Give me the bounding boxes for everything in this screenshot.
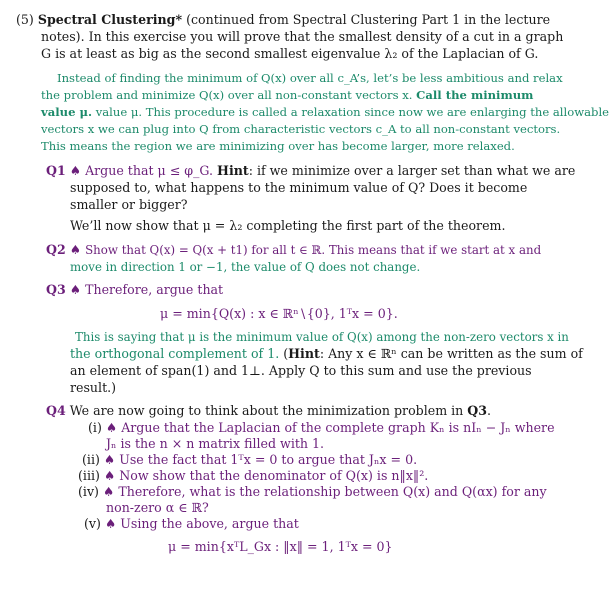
problem-intro-line-3: G is at least as big as the second smallest eigenvalue λ₂ of the Laplacian of G. — [41, 46, 539, 61]
q3-note-line-1: This is saying that μ is the minimum value of Q(x) among the non-zero vectors x in — [75, 330, 569, 344]
q3-equation: μ = min{Q(x) : x ∈ ℝⁿ∖{0}, 1ᵀx = 0}. — [160, 306, 398, 321]
relaxation-bold-2: value μ. — [41, 105, 93, 119]
q4-part-i: (i) ♠ Argue that the Laplacian of the complete graph Kₙ is nIₙ − Jₙ where — [88, 420, 555, 435]
q1-line-2: supposed to, what happens to the minimum value of Q? Does it become — [70, 180, 528, 195]
problem-number: (5) — [16, 12, 34, 27]
q4-part-iv-line-2: non-zero α ∈ ℝ? — [106, 500, 209, 515]
q3-line-1: Q3 ♠ Therefore, argue that — [46, 282, 224, 297]
problem-header — [16, 12, 550, 28]
q3-note-line-3: an element of span(1) and 1⊥. Apply Q to this sum and use the previous — [70, 363, 532, 378]
spade-icon: ♠ — [103, 468, 116, 483]
spade-icon: ♠ — [103, 452, 116, 467]
q1-followup: We’ll now show that μ = λ₂ completing the first part of the theorem. — [70, 218, 506, 233]
relaxation-line-5: This means the region we are minimizing over has become larger, more relaxed. — [41, 139, 515, 153]
spade-icon: ♠ — [69, 282, 82, 297]
relaxation-line-1: Instead of finding the minimum of Q(x) over all c_A’s, let’s be less ambitious and relax — [57, 71, 563, 85]
problem-intro-line-1: (continued from Spectral Clustering Part 1 in the lecture — [186, 12, 551, 27]
spade-icon: ♠ — [69, 163, 82, 178]
relaxation-line-2: the problem and minimize Q(x) over all non-constant vectors x. Call the minimum — [41, 88, 534, 102]
q2-line-2: move in direction 1 or −1, the value of Q does not change. — [70, 260, 421, 274]
q4-part-v: (v) ♠ Using the above, argue that — [84, 516, 299, 531]
q4-equation: μ = min{xᵀL_Gx : ‖x‖ = 1, 1ᵀx = 0} — [168, 539, 393, 554]
q2-line-1: Q2 ♠ Show that Q(x) = Q(x + t1) for all t ∈ ℝ. This means that if we start at x and — [46, 242, 542, 257]
q4-label: Q4 — [46, 403, 66, 418]
spade-icon: ♠ — [103, 484, 115, 499]
q4-part-iii: (iii) ♠ Now show that the denominator of Q(x) is n‖x‖². — [78, 468, 429, 483]
q3-note-line-4: result.) — [70, 380, 117, 395]
q3-hint-label: Hint — [288, 346, 320, 361]
relaxation-line-4: vectors x we can plug into Q from characteristic vectors c_A to all non-constant vectors. — [41, 122, 561, 136]
q4-part-iv: (iv) ♠ Therefore, what is the relationship between Q(x) and Q(αx) for any — [78, 484, 547, 499]
spade-icon: ♠ — [69, 242, 82, 257]
q1-label: Q1 — [46, 163, 66, 178]
q4-part-ii: (ii) ♠ Use the fact that 1ᵀx = 0 to argue that Jₙx = 0. — [82, 452, 418, 467]
relaxation-line-3: value μ. value μ. This procedure is called a relaxation since now we are enlarging the allowable — [41, 105, 609, 119]
spade-icon: ♠ — [105, 420, 118, 435]
q1-line-1: Q1 ♠ Argue that μ ≤ φ_G. Hint: if we minimize over a larger set than what we are — [46, 163, 576, 178]
problem-title: Spectral Clustering* — [37, 12, 183, 27]
spade-icon: ♠ — [104, 516, 117, 531]
problem-intro-line-2: notes). In this exercise you will prove that the smallest density of a cut in a graph — [41, 29, 564, 44]
q1-line-3: smaller or bigger? — [70, 197, 188, 212]
relaxation-bold-1: Call the minimum — [416, 88, 534, 102]
q1-hint-label: Hint — [217, 163, 249, 178]
q4-part-i-line-2: Jₙ is the n × n matrix filled with 1. — [106, 436, 325, 451]
q4-line-1: Q4 We are now going to think about the minimization problem in Q3. — [46, 403, 492, 418]
q3-label: Q3 — [46, 282, 66, 297]
q3-note-line-2: the orthogonal complement of 1. (Hint: Any x ∈ ℝⁿ can be written as the sum of — [70, 346, 583, 361]
q4-intro-ref: Q3 — [467, 403, 488, 418]
q2-label: Q2 — [46, 242, 66, 257]
